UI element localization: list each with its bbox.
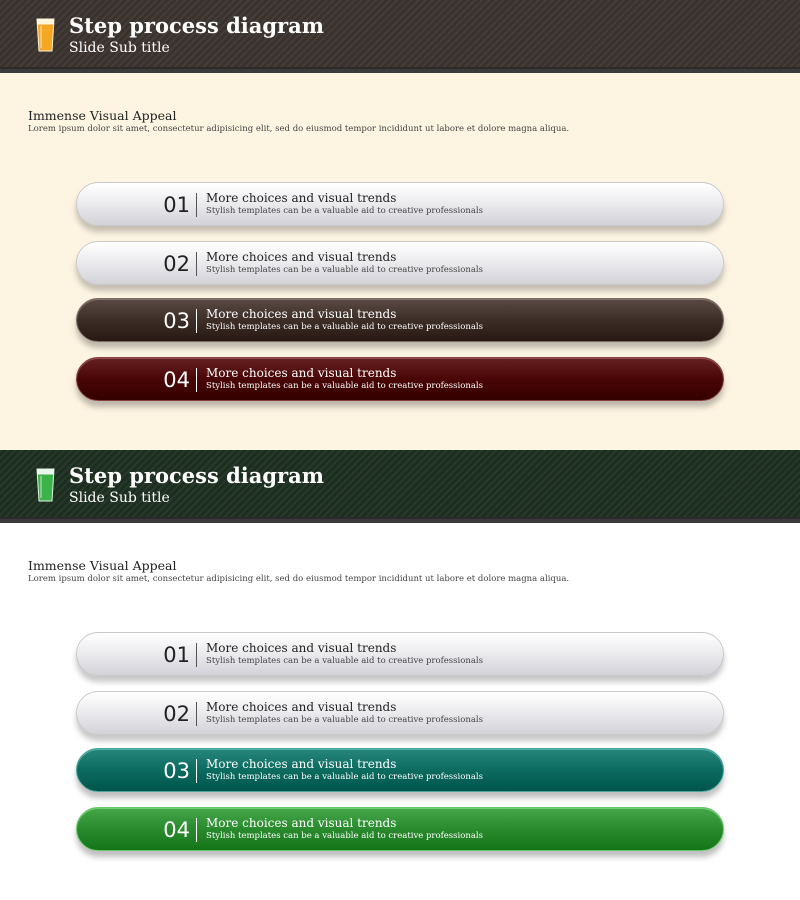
- beer-glass-icon: [36, 467, 55, 503]
- step-heading: More choices and visual trends: [206, 191, 397, 205]
- step-number: 04: [163, 368, 190, 392]
- step-number: 01: [163, 193, 190, 217]
- step-separator: [196, 193, 197, 217]
- intro-text: Lorem ipsum dolor sit amet, consectetur adipisicing elit, sed do eiusmod tempor incididunt ut labore et dolore magna aliqua.: [28, 124, 570, 134]
- step-number: 01: [163, 643, 190, 667]
- step-heading: More choices and visual trends: [206, 250, 397, 264]
- step-text: Stylish templates can be a valuable aid to creative professionals: [206, 322, 483, 332]
- slide-title: Step process diagram: [69, 13, 324, 38]
- step-number: 02: [163, 702, 190, 726]
- step-text: Stylish templates can be a valuable aid to creative professionals: [206, 831, 483, 841]
- header-divider: [0, 519, 800, 523]
- step-heading: More choices and visual trends: [206, 700, 397, 714]
- intro-text: Lorem ipsum dolor sit amet, consectetur adipisicing elit, sed do eiusmod tempor incididunt ut labore et dolore magna aliqua.: [28, 574, 570, 584]
- step-separator: [196, 309, 197, 333]
- step-separator: [196, 818, 197, 842]
- step-number: 04: [163, 818, 190, 842]
- step-01: [76, 632, 724, 676]
- step-number: 03: [163, 309, 190, 333]
- beer-glass-icon: [36, 17, 55, 53]
- step-number: 03: [163, 759, 190, 783]
- step-separator: [196, 702, 197, 726]
- step-heading: More choices and visual trends: [206, 757, 397, 771]
- step-separator: [196, 643, 197, 667]
- slide-subtitle: Slide Sub title: [69, 490, 170, 506]
- header-divider: [0, 69, 800, 73]
- slide-2: [0, 450, 800, 900]
- slide-title: Step process diagram: [69, 463, 324, 488]
- slide-header: [0, 0, 800, 69]
- step-number: 02: [163, 252, 190, 276]
- step-separator: [196, 759, 197, 783]
- step-heading: More choices and visual trends: [206, 366, 397, 380]
- step-02: [76, 691, 724, 735]
- step-04: [76, 357, 724, 401]
- step-text: Stylish templates can be a valuable aid to creative professionals: [206, 656, 483, 666]
- step-01: [76, 182, 724, 226]
- intro-heading: Immense Visual Appeal: [28, 558, 177, 573]
- intro-heading: Immense Visual Appeal: [28, 108, 177, 123]
- step-text: Stylish templates can be a valuable aid to creative professionals: [206, 206, 483, 216]
- step-02: [76, 241, 724, 285]
- step-03: [76, 748, 724, 792]
- step-heading: More choices and visual trends: [206, 816, 397, 830]
- step-heading: More choices and visual trends: [206, 307, 397, 321]
- step-text: Stylish templates can be a valuable aid to creative professionals: [206, 381, 483, 391]
- step-heading: More choices and visual trends: [206, 641, 397, 655]
- step-04: [76, 807, 724, 851]
- step-text: Stylish templates can be a valuable aid to creative professionals: [206, 715, 483, 725]
- slide-header: [0, 450, 800, 519]
- step-text: Stylish templates can be a valuable aid to creative professionals: [206, 772, 483, 782]
- slide-subtitle: Slide Sub title: [69, 40, 170, 56]
- step-text: Stylish templates can be a valuable aid to creative professionals: [206, 265, 483, 275]
- step-03: [76, 298, 724, 342]
- step-separator: [196, 368, 197, 392]
- step-separator: [196, 252, 197, 276]
